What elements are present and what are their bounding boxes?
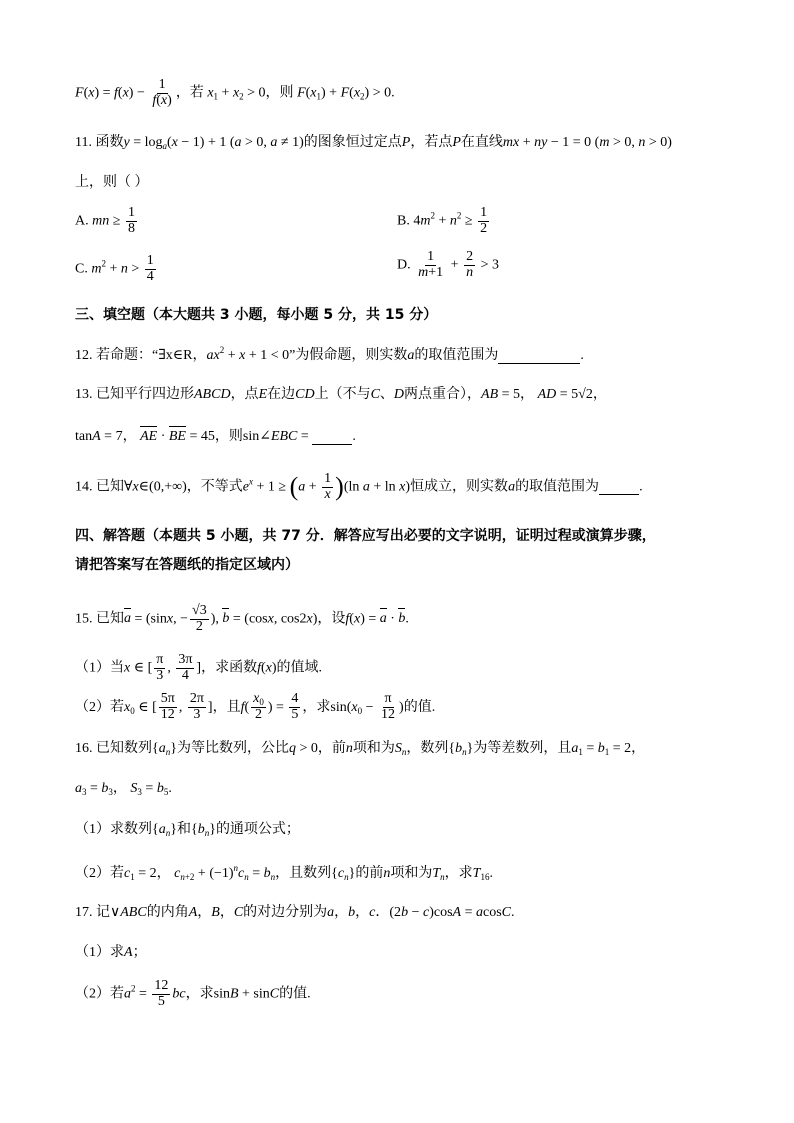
question-13-cont: tanA = 7， AE · BE = 45，则sin∠EBC = . [75, 429, 356, 444]
answer-blank[interactable] [312, 430, 352, 445]
question-15: 15. 已知a = (sinx, − $\frac{√3}{2}$ ), b = (cosx, cos2x)，设f(x) = a · b. [75, 603, 409, 634]
fraction: $\frac{1}{2}$ [480, 205, 488, 236]
fraction: $\frac{√3}{2}$ [192, 603, 207, 634]
fraction: $\frac{1}{4}$ [146, 253, 154, 284]
section-heading-fill-in: 三、填空题（本大题共 3 小题，每小题 5 分，共 15 分） [75, 307, 438, 323]
fraction: $\frac{\pi}{12}$ [381, 691, 396, 723]
question-15-part-1: （1）当x ∈ [ $\frac{\pi}{3}$ , $\frac{3\pi}{4}$ ]，求函数f(x)的值域. [75, 652, 323, 683]
q11-option-d[interactable]: D. $\frac{1}{m+1}$ + $\frac{2}{n}$ > 3 [397, 249, 499, 280]
q11-option-c[interactable]: C. $m^2 + n$ > $\frac{1}{4}$ [75, 253, 154, 284]
question-15-part-2: （2）若$x_0$ ∈ [ $\frac{5\pi}{12}$ , $\frac{2\pi}{3}$ ]，且f( $\frac{x_0}{2}$ ) = $\frac{4}{5}$ ，求$\sin(x_0$ − $\frac{\pi}{12}$ )的值. [75, 691, 436, 723]
fraction: $\frac{1}{f(x)}$ [152, 77, 172, 108]
question-13: 13. 已知平行四边形ABCD，点E在边CD上（不与C、D两点重合），AB = 5， AD = 5√2， [75, 387, 607, 402]
fraction: $\frac{1}{x}$ [324, 471, 332, 502]
question-16-cont: $a_3 = b_3$， $S_3 = b_5$. [75, 781, 172, 797]
fraction: $\frac{12}{5}$ [154, 978, 169, 1009]
answer-blank[interactable] [498, 349, 580, 364]
answer-blank[interactable] [599, 480, 639, 495]
question-11-stem-cont: 上，则（ ） [75, 175, 149, 190]
fraction: $\frac{\pi}{3}$ [156, 652, 164, 683]
question-17-part-1: （1）求A； [75, 945, 147, 960]
fraction: $\frac{2}{n}$ [466, 249, 474, 280]
fraction: $\frac{1}{8}$ [127, 205, 135, 236]
fraction: $\frac{x_0}{2}$ [253, 691, 264, 723]
fraction: $\frac{5\pi}{12}$ [160, 691, 175, 723]
section-heading-solutions-cont: 请把答案写在答题纸的指定区域内） [75, 557, 299, 573]
fraction: $\frac{3\pi}{4}$ [178, 652, 193, 683]
question-17: 17. 记∨ABC的内角A，B，C的对边分别为a，b，c．(2b − c)cosA = acosC. [75, 905, 515, 920]
question-12: 12. 若命题：“∃x∈R，$ax^2 + x + 1 < 0$”为假命题，则实数a的取值范围为 . [75, 345, 584, 363]
fraction: $\frac{1}{m+1}$ [418, 249, 444, 280]
fraction: $\frac{4}{5}$ [291, 691, 299, 723]
question-14: 14. 已知∀x∈(0,+∞)，不等式$e^x + 1 \ge (a$ + $\frac{1}{x}$ )(ln a + ln x)恒成立，则实数a的取值范围为 . [75, 471, 643, 502]
fraction: $\frac{2\pi}{3}$ [189, 691, 204, 723]
question-16: 16. 已知数列$\{a_n\}$为等比数列，公比q > 0，前n项和为$S_n$，数列$\{b_n\}$为等差数列，且$a_1 = b_1 = 2$， [75, 741, 646, 757]
question-16-part-2: （2）若$c_1 = 2$， $c_{n+2} + (-1)^nc_n = b_n$，且数列$\{c_n\}$的前n项和为$T_n$，求$T_{16}$. [75, 863, 493, 882]
q11-option-b[interactable]: B. $4m^2 + n^2$ ≥ $\frac{1}{2}$ [397, 205, 488, 236]
question-16-part-1: （1）求数列$\{a_n\}$和$\{b_n\}$的通项公式； [75, 822, 300, 838]
q11-option-a[interactable]: A. mn ≥ $\frac{1}{8}$ [75, 205, 135, 236]
section-heading-solutions: 四、解答题（本题共 5 小题，共 77 分．解答应写出必要的文字说明，证明过程或演算步骤， [75, 528, 656, 544]
question-11-stem: 11. 函数$y = \log_a(x - 1) + 1$ (a > 0, a ≠ 1)的图象恒过定点P，若点P在直线mx + ny − 1 = 0 (m > 0, n > 0) [75, 135, 672, 151]
q10-tail: F(x) = f(x) − $\frac{1}{f(x)}$ ，若 $x_1 + x_2 > 0$，则 $F(x_1) + F(x_2) > 0$. [75, 77, 395, 108]
question-17-part-2: （2）若$a^2$ = $\frac{12}{5}$ bc，求sinB + sinC的值. [75, 978, 311, 1009]
